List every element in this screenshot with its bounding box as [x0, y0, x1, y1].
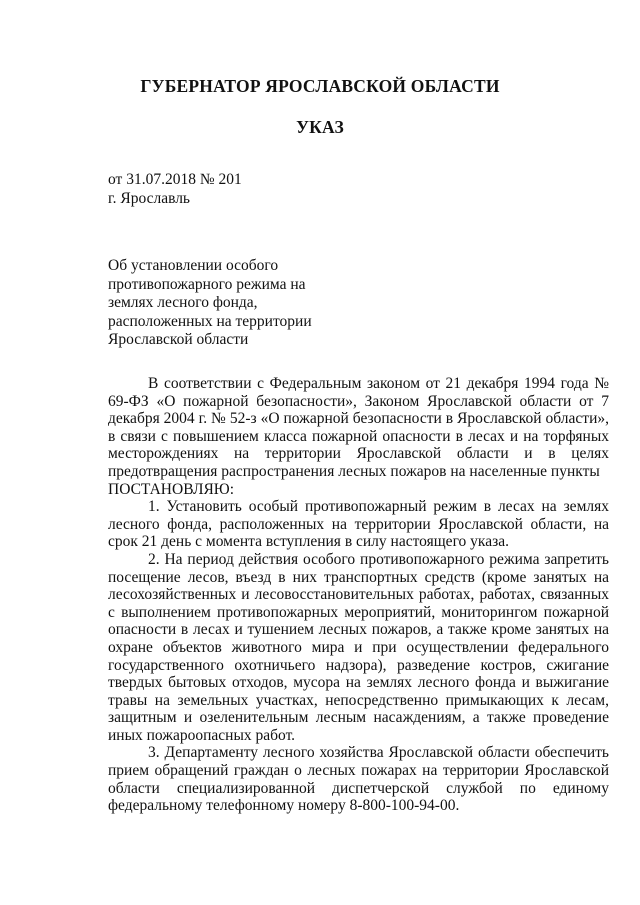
preamble-paragraph: В соответствии с Федеральным законом от 21 декабря 1994 года № 69-ФЗ «О пожарной безопасности», Законом Ярославской области от 7 декабря 2004 г. № 52-з «О пожарной безопасности в Ярославской области», в связи с повышением класса пожарной опасности в лесах и на торфяных месторождениях на территории Ярославской области и в целях предотвращения распространения лесных пожаров на населенные пункты	[108, 375, 609, 480]
clause-paragraph: 1. Установить особый противопожарный режим в лесах на землях лесного фонда, расположенных на территории Ярославской области, на срок 21 день с момента вступления в силу настоящего указа.	[108, 498, 609, 551]
subject-line: Ярославской области	[108, 331, 249, 348]
subject-line: противопожарного режима на	[108, 275, 306, 293]
decree-word: ПОСТАНОВЛЯЮ:	[108, 480, 235, 498]
document-type: УКАЗ	[296, 117, 344, 137]
clause-paragraph: 2. На период действия особого противопожарного режима запретить посещение лесов, въезд в них транспортных средств (кроме занятых на лесохозяйственных и лесовосстановительных работах, работах, связанных с выполнением противопожарных мероприятий, мониторингом пожарной опасности в лесах и тушением лесных пожаров, а также кроме занятых на охране объектов животного мира и при осуществлении федерального государственного охотничьего надзора), разведение костров, сжигание твердых бытовых отходов, мусора на землях лесного фонда и выжигание травы на земельных участках, непосредственно примыкающих к лесам, защитным и озеленительным лесным насаждениям, а также проведение иных пожароопасных работ.	[108, 550, 609, 744]
clause-paragraph: 3. Департаменту лесного хозяйства Ярославской области обеспечить прием обращений граждан о лесных пожарах на территории Ярославской области специализированной диспетчерской службой по единому федеральному телефонному номеру 8-800-100-94-00.	[108, 744, 609, 815]
decree-subject	[108, 257, 318, 350]
decree-body	[108, 375, 609, 815]
issuer-title: ГУБЕРНАТОР ЯРОСЛАВСКОЙ ОБЛАСТИ	[140, 76, 500, 96]
subject-line: расположенных на территории	[108, 312, 312, 330]
subject-line: землях лесного фонда,	[108, 294, 258, 311]
subject-line: Об установлении особого	[108, 257, 279, 274]
city-line: г. Ярославль	[108, 190, 190, 207]
date-number: от 31.07.2018 № 201	[108, 171, 242, 188]
